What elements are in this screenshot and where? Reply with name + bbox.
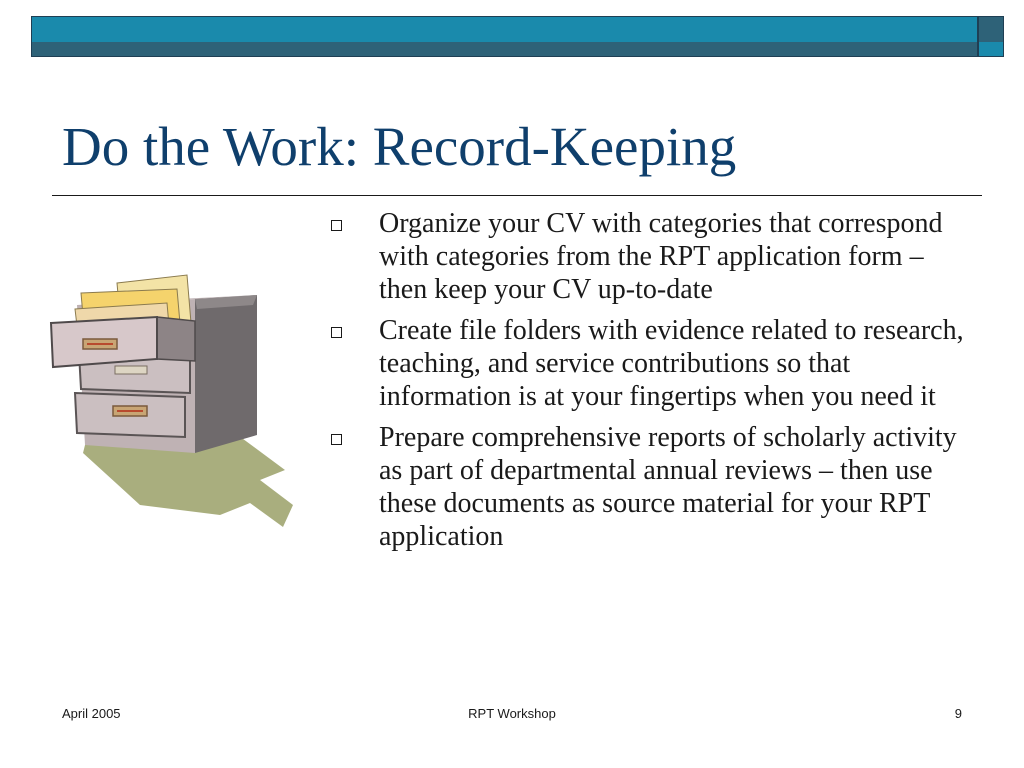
square-bullet-icon	[331, 327, 342, 338]
square-bullet-icon	[331, 220, 342, 231]
header-corner-top	[979, 17, 1003, 42]
footer-title: RPT Workshop	[468, 706, 556, 721]
header-corner-square	[978, 16, 1004, 57]
list-item	[327, 314, 977, 413]
header-band-top	[32, 17, 977, 42]
header-corner-bottom	[979, 42, 1003, 56]
bullet-list	[327, 207, 977, 561]
slide-title: Do the Work: Record-Keeping	[62, 116, 737, 177]
header-band-bottom	[32, 42, 977, 56]
square-bullet-icon	[331, 434, 342, 445]
footer-date: April 2005	[62, 706, 121, 721]
footer-page-number: 9	[954, 706, 962, 721]
title-divider	[52, 195, 982, 196]
bullet-text: Prepare comprehensive reports of scholarly activity as part of departmental annual reviews – then use these documents as source material for your RPT application	[379, 422, 957, 552]
bullet-text: Organize your CV with categories that correspond with categories from the RPT application form – then keep your CV up-to-date	[379, 208, 943, 305]
list-item	[327, 421, 977, 553]
bullet-text: Create file folders with evidence related to research, teaching, and service contributions so that information is at your fingertips when you need it	[379, 315, 964, 412]
file-cabinet-icon	[45, 265, 300, 540]
list-item	[327, 207, 977, 306]
header-band	[31, 16, 978, 57]
